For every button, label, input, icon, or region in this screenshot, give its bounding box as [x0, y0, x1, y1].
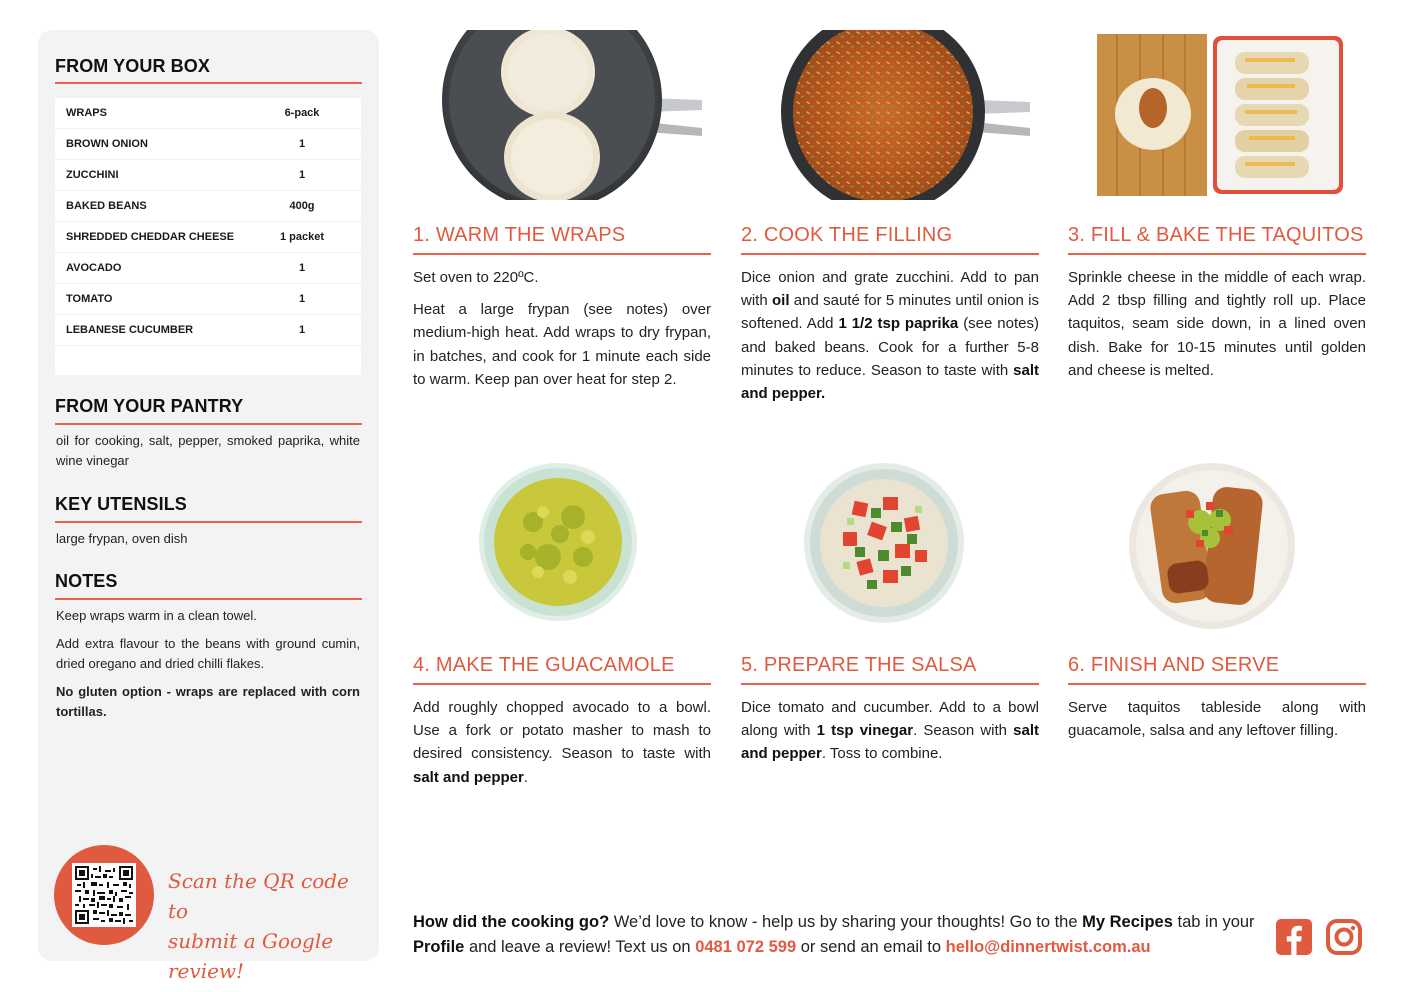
footer-text: We’d love to know - help us by sharing your thoughts! Go to the [609, 913, 1083, 931]
step-text: Serve taquitos tableside along with guacamole, salsa and any leftover filling. [1068, 699, 1366, 740]
footer-text: tab in your [1172, 913, 1255, 931]
step-4-title: 4. MAKE THE GUACAMOLE [413, 654, 675, 676]
bold-run: 1 tsp vinegar [816, 722, 914, 740]
table-row [55, 222, 361, 253]
ingredient-name: BAKED BEANS [66, 200, 147, 212]
ingredient-name: BROWN ONION [66, 138, 148, 150]
utensils-list: large frypan, oven dish [56, 531, 188, 546]
qr-badge[interactable] [54, 845, 154, 945]
email-link[interactable]: hello@dinnertwist.com.au [945, 938, 1151, 956]
facebook-icon[interactable] [1275, 918, 1313, 956]
text-run: Add roughly chopped avocado to a bowl. Use a fork or potato masher to mash to desired consistency. Season to taste with [413, 699, 711, 763]
note-bold: No gluten option - wraps are replaced with corn tortillas. [56, 684, 360, 719]
bold-run: 1 1/2 tsp paprika [838, 315, 959, 333]
step-1-title: 1. WARM THE WRAPS [413, 224, 626, 246]
notes-heading: NOTES [55, 571, 118, 591]
step-text [741, 266, 1039, 405]
from-your-box-heading: FROM YOUR BOX [55, 56, 210, 76]
step-5-photo [803, 462, 965, 624]
step-1-photo [440, 30, 705, 200]
step-text: Set oven to 220ºC. [413, 269, 539, 286]
footer-text: and leave a review! Text us on [464, 938, 696, 956]
ingredient-qty: 1 packet [279, 231, 325, 243]
divider [55, 598, 362, 600]
qr-caption-line: submit a Google review! [168, 929, 334, 983]
divider [413, 683, 711, 685]
sidebar [38, 30, 379, 983]
step-2-title: 2. COOK THE FILLING [741, 224, 953, 246]
ingredient-table [55, 98, 361, 375]
step-5-title: 5. PREPARE THE SALSA [741, 654, 977, 676]
text-run: . [523, 768, 529, 786]
qr-code-icon[interactable] [72, 863, 136, 927]
ingredient-qty: 400g [289, 200, 315, 212]
note [56, 682, 360, 722]
text-run: . Season with [913, 722, 1014, 740]
step-2-body [741, 266, 1039, 414]
step-3-title: 3. FILL & BAKE THE TAQUITOS [1068, 224, 1364, 246]
ingredient-name: WRAPS [66, 107, 107, 119]
ingredient-qty: 1 [298, 262, 306, 274]
divider [1068, 683, 1366, 685]
review-footer [413, 910, 1263, 960]
note: Keep wraps warm in a clean towel. [56, 608, 257, 623]
step-2-photo [775, 30, 1035, 200]
divider [741, 683, 1039, 685]
step-6-title: 6. FINISH AND SERVE [1068, 654, 1280, 676]
table-row [55, 160, 361, 191]
divider [55, 423, 362, 425]
notes-text [56, 606, 360, 730]
text-run: Dice tomato and cucumber. Add to a bowl along with [741, 699, 1039, 740]
text-run: . Toss to combine. [821, 745, 943, 763]
step-3-body [1068, 266, 1366, 391]
ingredient-name: ZUCCHINI [66, 169, 119, 181]
table-row [55, 253, 361, 284]
divider [55, 82, 362, 84]
bold-run: salt and pepper [413, 768, 524, 786]
text-run: (see notes) and baked beans. Cook for a further 5-8 minutes to reduce. Season to taste with [741, 315, 1039, 379]
footer-text: or send an email to [796, 938, 946, 956]
ingredient-qty: 1 [298, 324, 306, 336]
utensils-heading: KEY UTENSILS [55, 494, 187, 514]
divider [741, 253, 1039, 255]
ingredient-name: LEBANESE CUCUMBER [66, 324, 194, 336]
ingredient-qty: 1 [298, 169, 306, 181]
bold-run: salt and pepper. [741, 361, 1039, 403]
table-row [55, 315, 361, 346]
table-row [55, 98, 361, 129]
table-row [55, 191, 361, 222]
instagram-icon[interactable] [1325, 918, 1363, 956]
step-6-photo [1128, 462, 1296, 630]
ingredient-qty: 1 [298, 293, 306, 305]
step-text [413, 696, 711, 789]
step-1-body [413, 266, 711, 400]
table-row [55, 284, 361, 315]
utensils-text [56, 529, 360, 557]
pantry-list: oil for cooking, salt, pepper, smoked paprika, white wine vinegar [56, 433, 360, 468]
bold-run: salt and pepper [741, 722, 1039, 763]
text-run: Dice onion and grate zucchini. Add to pan with [741, 269, 1039, 310]
qr-caption [168, 866, 368, 986]
step-4-photo [478, 462, 638, 622]
step-3-photo [1095, 30, 1350, 198]
phone-link[interactable]: 0481 072 599 [695, 938, 797, 956]
note: Add extra flavour to the beans with ground cumin, dried oregano and dried chilli flakes. [56, 636, 360, 671]
ingredient-name: AVOCADO [66, 262, 122, 274]
bold-run: oil [771, 292, 790, 310]
footer-bold: How did the cooking go? [413, 913, 610, 931]
ingredient-qty: 6-pack [284, 107, 320, 119]
ingredient-qty: 1 [298, 138, 306, 150]
pantry-heading: FROM YOUR PANTRY [55, 396, 244, 416]
divider [55, 521, 362, 523]
footer-bold: My Recipes [1082, 913, 1173, 931]
step-text: Heat a large frypan (see notes) over medium-high heat. Add wraps to dry frypan, in batches, and cook for 1 minute each side to warm. Keep pan over heat for step 2. [413, 301, 711, 388]
ingredient-name: TOMATO [66, 293, 113, 305]
table-row [55, 129, 361, 160]
step-4-body [413, 696, 711, 798]
divider [413, 253, 711, 255]
divider [1068, 253, 1366, 255]
footer-bold: Profile [413, 938, 465, 956]
step-5-body [741, 696, 1039, 775]
step-text: Sprinkle cheese in the middle of each wrap. Add 2 tbsp filling and tightly roll up. Place taquitos, seam side down, in a lined oven dish. Bake for 10-15 minutes until golden and cheese is melted. [1068, 269, 1366, 379]
step-6-body [1068, 696, 1366, 751]
ingredient-name: SHREDDED CHEDDAR CHEESE [66, 231, 235, 243]
step-text [741, 696, 1039, 766]
pantry-text [56, 431, 360, 479]
text-run: and sauté for 5 minutes until onion is softened. Add [741, 292, 1040, 333]
qr-caption-line: Scan the QR code to [168, 869, 349, 923]
